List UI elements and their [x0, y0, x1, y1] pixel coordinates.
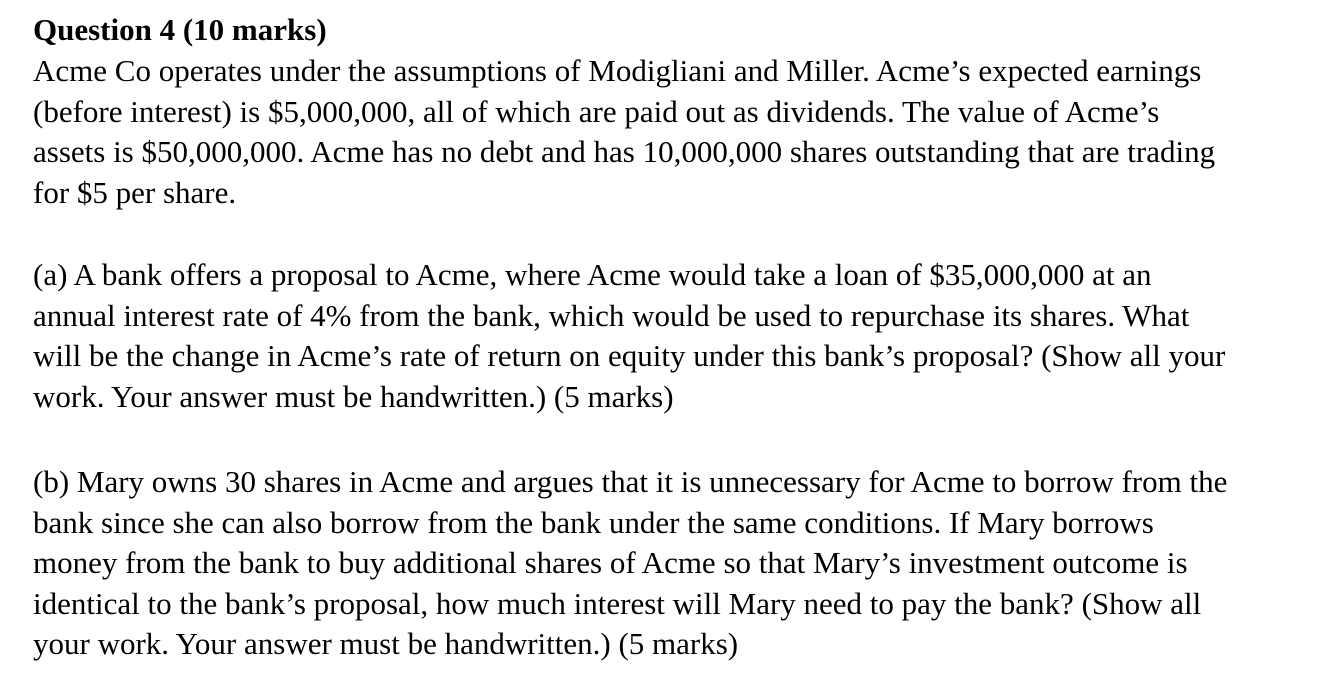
- part-b-line: money from the bank to buy additional shares of Acme so that Mary’s investment outcome is: [33, 545, 1188, 581]
- question-intro-paragraph: [33, 51, 1215, 213]
- part-a-paragraph: [33, 255, 1225, 417]
- intro-line: for $5 per share.: [33, 174, 237, 210]
- intro-line: (before interest) is $5,000,000, all of which are paid out as dividends. The value of Acme’s: [33, 93, 1160, 129]
- intro-line: assets is $50,000,000. Acme has no debt and has 10,000,000 shares outstanding that are trading: [33, 134, 1216, 170]
- part-a-line: will be the change in Acme’s rate of return on equity under this bank’s proposal? (Show all your: [33, 338, 1226, 374]
- part-b-line: your work. Your answer must be handwritten.) (5 marks): [33, 626, 739, 662]
- part-b-line: (b) Mary owns 30 shares in Acme and argues that it is unnecessary for Acme to borrow from the: [33, 464, 1228, 499]
- part-b-line: bank since she can also borrow from the bank under the same conditions. If Mary borrows: [33, 504, 1154, 540]
- intro-line: Acme Co operates under the assumptions of Modigliani and Miller. Acme’s expected earnings: [33, 53, 1202, 88]
- part-a-line: work. Your answer must be handwritten.) (5 marks): [33, 378, 674, 414]
- question-title: Question 4 (10 marks): [33, 12, 327, 47]
- part-b-line: identical to the bank’s proposal, how much interest will Mary need to pay the bank? (Show all: [33, 585, 1202, 621]
- part-b-paragraph: [33, 462, 1227, 665]
- part-a-line: (a) A bank offers a proposal to Acme, where Acme would take a loan of $35,000,000 at an: [33, 257, 1152, 292]
- part-a-line: annual interest rate of 4% from the bank, which would be used to repurchase its shares. What: [33, 297, 1190, 333]
